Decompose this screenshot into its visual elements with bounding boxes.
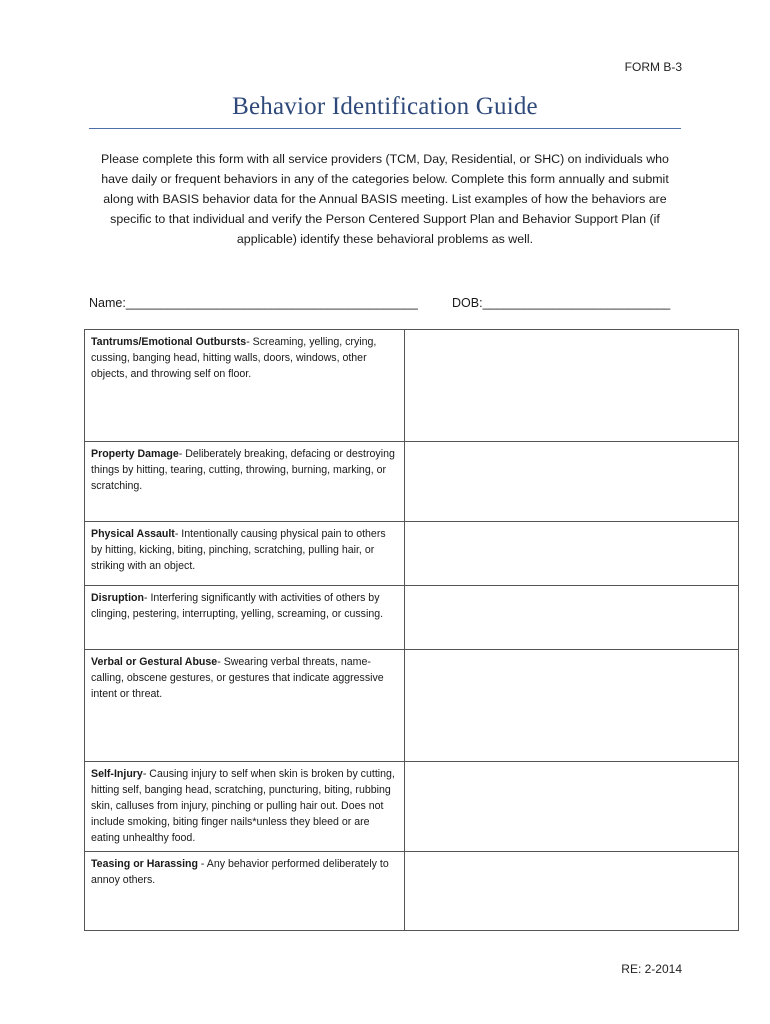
title-divider [89,128,681,129]
name-blank[interactable]: __________________________________________ [125,296,418,310]
behavior-description: Deliberately breaking, defacing or destroying things by hitting, tearing, cutting, throwing, burning, marking, or scratching. [91,448,395,492]
behavior-description-cell: Tantrums/Emotional Outbursts- Screaming, yelling, crying, cussing, banging head, hitting walls, doors, windows, other objects, and throwing self on floor. [85,330,405,442]
examples-input-cell[interactable] [405,330,739,442]
name-label: Name: [89,296,126,310]
behavior-description-cell: Verbal or Gestural Abuse- Swearing verbal threats, name-calling, obscene gestures, or gestures that indicate aggressive intent or threat. [85,650,405,762]
table-row [85,586,739,650]
form-code: FORM B-3 [624,60,682,74]
behavior-term: Tantrums/Emotional Outbursts [91,336,247,348]
table-row [85,330,739,442]
behavior-table [84,329,739,931]
behavior-term: Self-Injury [91,768,143,780]
behavior-description-cell: Property Damage- Deliberately breaking, defacing or destroying things by hitting, tearing, cutting, throwing, burning, marking, or scratching. [85,442,405,522]
behavior-description: Causing injury to self when skin is broken by cutting, hitting self, banging head, scratching, puncturing, biting, rubbing skin, calluses from injury, pinching or pulling hair out. Does not include smoking, biting finger nails*unless they bleed or are eating unhealthy food. [91,768,395,844]
behavior-term: Verbal or Gestural Abuse [91,656,218,668]
behavior-description: Intentionally causing physical pain to others by hitting, kicking, biting, pinching, scratching, pulling hair, or striking with an object. [91,528,386,572]
behavior-term: Property Damage [91,448,179,460]
examples-input-cell[interactable] [405,522,739,586]
behavior-description: Interfering significantly with activities of others by clinging, pestering, interrupting, yelling, screaming, or cussing. [91,592,384,620]
behavior-term: Physical Assault [91,528,175,540]
behavior-description-cell: Physical Assault- Intentionally causing physical pain to others by hitting, kicking, biting, pinching, scratching, pulling hair, or striking with an object. [85,522,405,586]
dob-label: DOB: [452,296,483,310]
behavior-description-cell: Teasing or Harassing - Any behavior performed deliberately to annoy others. [85,852,405,931]
table-row [85,442,739,522]
table-row [85,762,739,852]
table-row [85,650,739,762]
dob-field[interactable] [452,296,670,310]
examples-input-cell[interactable] [405,852,739,931]
behavior-description: Any behavior performed deliberately to annoy others. [91,858,389,886]
table-row [85,522,739,586]
revision-date: RE: 2-2014 [621,962,682,976]
behavior-description-cell: Self-Injury- Causing injury to self when skin is broken by cutting, hitting self, banging head, scratching, puncturing, biting, rubbing skin, calluses from injury, pinching or pulling hair out. Does not include smoking, biting finger nails*unless they bleed or are eating unhealthy food. [85,762,405,852]
behavior-term: Teasing or Harassing [91,858,198,870]
behavior-description-cell: Disruption- Interfering significantly with activities of others by clinging, pestering, interrupting, yelling, screaming, or cussing. [85,586,405,650]
page-title: Behavior Identification Guide [232,93,538,120]
dob-blank[interactable]: ___________________________ [482,296,671,310]
behavior-description: Screaming, yelling, crying, cussing, banging head, hitting walls, doors, windows, other objects, and throwing self on floor. [91,336,377,380]
examples-input-cell[interactable] [405,442,739,522]
behavior-term: Disruption [91,592,144,604]
examples-input-cell[interactable] [405,650,739,762]
examples-input-cell[interactable] [405,762,739,852]
table-row [85,852,739,931]
name-field[interactable] [89,296,418,310]
behavior-description: Swearing verbal threats, name-calling, obscene gestures, or gestures that indicate aggressive intent or threat. [91,656,384,700]
instructions-paragraph: Please complete this form with all service providers (TCM, Day, Residential, or SHC) on individuals who have daily or frequent behaviors in any of the categories below. Complete this form annually and submit along with BASIS behavior data for the Annual BASIS meeting. List examples of how the behaviors are specific to that individual and verify the Person Centered Support Plan and Behavior Support Plan (if applicable) identify these behavioral problems as well. [101,152,669,246]
examples-input-cell[interactable] [405,586,739,650]
